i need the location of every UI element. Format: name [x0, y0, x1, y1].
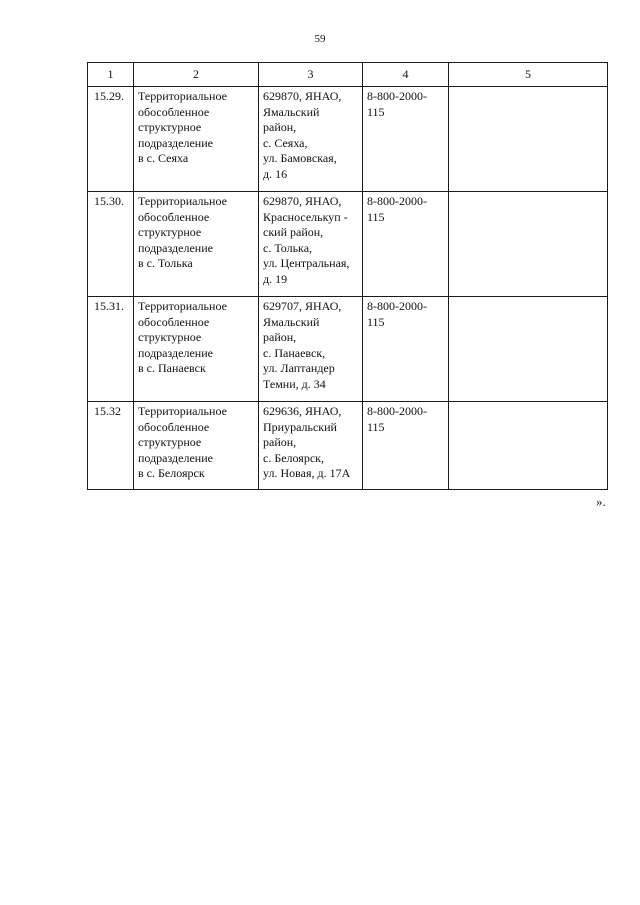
column-header: 2	[134, 63, 259, 87]
document-table	[87, 62, 608, 490]
table-header-row	[88, 63, 608, 87]
table-row	[88, 402, 608, 490]
column-header: 3	[259, 63, 363, 87]
phone: 8-800-2000- 115	[367, 404, 427, 434]
address-cell	[259, 402, 363, 490]
subdivision-name-cell	[134, 192, 259, 297]
table-row	[88, 192, 608, 297]
subdivision-name-cell	[134, 297, 259, 402]
phone: 8-800-2000- 115	[367, 194, 427, 224]
row-number-cell	[88, 402, 134, 490]
row-number-cell	[88, 192, 134, 297]
address-cell	[259, 87, 363, 192]
column-header: 5	[449, 63, 608, 87]
subdivision-name: Территориальное обособленное структурное подразделение в с. Белоярск	[138, 404, 227, 480]
phone-cell	[363, 402, 449, 490]
empty-cell	[449, 297, 608, 402]
row-number: 15.31.	[94, 299, 124, 313]
table-row	[88, 297, 608, 402]
row-number-cell	[88, 297, 134, 402]
row-number: 15.30.	[94, 194, 124, 208]
column-5-value	[449, 402, 607, 408]
closing-quote-mark: ».	[596, 494, 606, 509]
subdivision-name: Территориальное обособленное структурное подразделение в с. Панаевск	[138, 299, 227, 375]
address: 629870, ЯНАО, Ямальский район, с. Сеяха, ул. Бамовская, д. 16	[263, 89, 342, 181]
column-5-value	[449, 87, 607, 93]
empty-cell	[449, 402, 608, 490]
empty-cell	[449, 192, 608, 297]
row-number: 15.32	[94, 404, 121, 418]
column-5-value	[449, 192, 607, 198]
row-number-cell	[88, 87, 134, 192]
subdivision-name-cell	[134, 87, 259, 192]
phone: 8-800-2000- 115	[367, 299, 427, 329]
address-cell	[259, 192, 363, 297]
row-number: 15.29.	[94, 89, 124, 103]
address-cell	[259, 297, 363, 402]
subdivision-name: Территориальное обособленное структурное подразделение в с. Сеяха	[138, 89, 227, 165]
column-5-value	[449, 297, 607, 303]
subdivision-name: Территориальное обособленное структурное подразделение в с. Толька	[138, 194, 227, 270]
address: 629707, ЯНАО, Ямальский район, с. Панаевск, ул. Лаптандер Темни, д. 34	[263, 299, 342, 391]
address: 629870, ЯНАО, Красноселькуп - ский район, с. Толька, ул. Центральная, д. 19	[263, 194, 350, 286]
page-number: 59	[314, 33, 326, 45]
phone-cell	[363, 87, 449, 192]
phone-cell	[363, 297, 449, 402]
table-row	[88, 87, 608, 192]
empty-cell	[449, 87, 608, 192]
column-header: 4	[363, 63, 449, 87]
subdivision-name-cell	[134, 402, 259, 490]
column-header: 1	[88, 63, 134, 87]
address: 629636, ЯНАО, Приуральский район, с. Белоярск, ул. Новая, д. 17А	[263, 404, 351, 480]
phone-cell	[363, 192, 449, 297]
phone: 8-800-2000- 115	[367, 89, 427, 119]
